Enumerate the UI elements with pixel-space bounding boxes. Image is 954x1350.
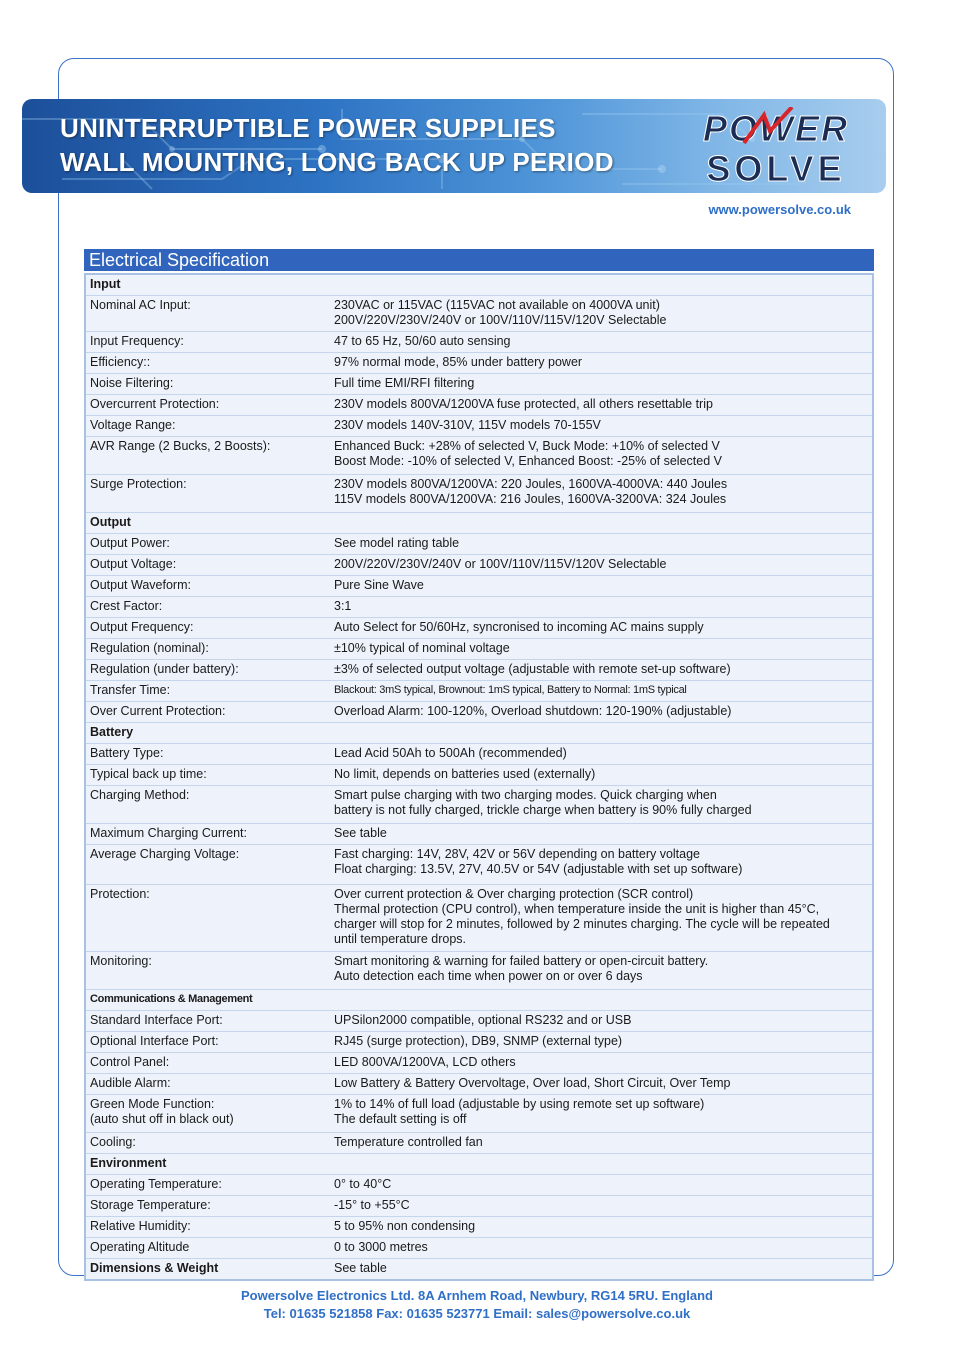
spec-value bbox=[330, 1217, 873, 1238]
value-line: until temperature drops. bbox=[334, 932, 467, 946]
spec-label bbox=[85, 765, 330, 786]
label-line: Typical back up time: bbox=[90, 767, 207, 781]
value-line: 0 to 3000 metres bbox=[334, 1240, 428, 1254]
value-line: 230V models 140V-310V, 115V models 70-155V bbox=[334, 418, 601, 432]
spec-label bbox=[85, 723, 330, 744]
table-row bbox=[85, 576, 873, 597]
value-line: Float charging: 13.5V, 27V, 40.5V or 54V (adjustable with set up software) bbox=[334, 862, 743, 876]
spec-label bbox=[85, 1217, 330, 1238]
spec-label bbox=[85, 296, 330, 332]
value-line: Smart monitoring & warning for failed battery or open-circuit battery. bbox=[334, 954, 709, 968]
value-line: battery is not fully charged, trickle charge when battery is 90% fully charged bbox=[334, 803, 752, 817]
spec-value bbox=[330, 597, 873, 618]
label-line: Environment bbox=[90, 1156, 167, 1170]
value-line: charger will stop for 2 minutes, followed by 2 minutes charging. The cycle will be repeated bbox=[334, 917, 830, 931]
table-row bbox=[85, 475, 873, 513]
table-row bbox=[85, 1175, 873, 1196]
value-line: 0° to 40°C bbox=[334, 1177, 392, 1191]
label-line: Battery Type: bbox=[90, 746, 164, 760]
spec-value bbox=[330, 1032, 873, 1053]
value-line: Low Battery & Battery Overvoltage, Over load, Short Circuit, Over Temp bbox=[334, 1076, 731, 1090]
spec-value bbox=[330, 723, 873, 744]
label-line: Over Current Protection: bbox=[90, 704, 226, 718]
label-line: Output Power: bbox=[90, 536, 170, 550]
spec-value bbox=[330, 555, 873, 576]
table-row bbox=[85, 416, 873, 437]
label-line: Protection: bbox=[90, 887, 150, 901]
table-row bbox=[85, 765, 873, 786]
section-header-row bbox=[85, 274, 873, 296]
spec-value bbox=[330, 416, 873, 437]
label-line: Crest Factor: bbox=[90, 599, 163, 613]
header-banner bbox=[22, 99, 886, 193]
table-row bbox=[85, 555, 873, 576]
table-row bbox=[85, 639, 873, 660]
spec-label bbox=[85, 845, 330, 885]
spec-label bbox=[85, 416, 330, 437]
value-line: -15° to +55°C bbox=[334, 1198, 410, 1212]
table-row bbox=[85, 1011, 873, 1032]
table-row bbox=[85, 702, 873, 723]
spec-label bbox=[85, 395, 330, 416]
table-row bbox=[85, 1238, 873, 1259]
spec-value bbox=[330, 296, 873, 332]
value-line: Blackout: 3mS typical, Brownout: 1mS typical, Battery to Normal: 1mS typical bbox=[334, 684, 687, 696]
value-line: Overload Alarm: 100-120%, Overload shutdown: 120-190% (adjustable) bbox=[334, 704, 732, 718]
table-row bbox=[85, 744, 873, 765]
footer-address: Powersolve Electronics Ltd. 8A Arnhem Road, Newbury, RG14 5RU. England bbox=[241, 1288, 713, 1303]
spec-label bbox=[85, 1196, 330, 1217]
spec-label bbox=[85, 618, 330, 639]
label-line: Maximum Charging Current: bbox=[90, 826, 247, 840]
table-row bbox=[85, 353, 873, 374]
spec-value bbox=[330, 744, 873, 765]
table-row bbox=[85, 374, 873, 395]
spec-value bbox=[330, 1196, 873, 1217]
label-line: Regulation (under battery): bbox=[90, 662, 239, 676]
spec-value bbox=[330, 1154, 873, 1175]
spec-label bbox=[85, 1175, 330, 1196]
label-line: Efficiency:: bbox=[90, 355, 151, 369]
value-line: 230V models 800VA/1200VA fuse protected, all others resettable trip bbox=[334, 397, 713, 411]
value-line: 5 to 95% non condensing bbox=[334, 1219, 476, 1233]
label-line: Operating Altitude bbox=[90, 1240, 190, 1254]
spec-label bbox=[85, 437, 330, 475]
spec-value bbox=[330, 702, 873, 723]
value-line: See table bbox=[334, 1261, 387, 1275]
spec-label bbox=[85, 374, 330, 395]
label-line: Audible Alarm: bbox=[90, 1076, 171, 1090]
value-line: Enhanced Buck: +28% of selected V, Buck Mode: +10% of selected V bbox=[334, 439, 720, 453]
label-line: Overcurrent Protection: bbox=[90, 397, 220, 411]
spec-value bbox=[330, 1259, 873, 1281]
spec-value bbox=[330, 885, 873, 952]
label-line: Input Frequency: bbox=[90, 334, 184, 348]
label-line: Output Frequency: bbox=[90, 620, 194, 634]
label-line: Input bbox=[90, 277, 121, 291]
table-row bbox=[85, 824, 873, 845]
spec-value bbox=[330, 353, 873, 374]
label-line: Cooling: bbox=[90, 1135, 136, 1149]
title-line-2: WALL MOUNTING, LONG BACK UP PERIOD bbox=[60, 147, 614, 177]
spec-label bbox=[85, 1095, 330, 1133]
spec-value bbox=[330, 1095, 873, 1133]
banner-title bbox=[60, 111, 614, 179]
spec-table bbox=[84, 273, 874, 1281]
value-line: Boost Mode: -10% of selected V, Enhanced Boost: -25% of selected V bbox=[334, 454, 722, 468]
value-line: Thermal protection (CPU control), when temperature inside the unit is higher than 45°C, bbox=[334, 902, 820, 916]
label-line: Relative Humidity: bbox=[90, 1219, 191, 1233]
spec-label bbox=[85, 1053, 330, 1074]
spec-value bbox=[330, 332, 873, 353]
spec-label bbox=[85, 1154, 330, 1175]
label-line: Green Mode Function: bbox=[90, 1097, 215, 1111]
value-line: See table bbox=[334, 826, 387, 840]
label-line: Standard Interface Port: bbox=[90, 1013, 223, 1027]
value-line: 1% to 14% of full load (adjustable by using remote set up software) bbox=[334, 1097, 705, 1111]
value-line: 200V/220V/230V/240V or 100V/110V/115V/120V Selectable bbox=[334, 313, 667, 327]
spec-label bbox=[85, 990, 330, 1011]
value-line: 200V/220V/230V/240V or 100V/110V/115V/120V Selectable bbox=[334, 557, 667, 571]
section-title: Electrical Specification bbox=[84, 249, 874, 271]
label-line: Communications & Management bbox=[90, 993, 253, 1005]
logo-solve-text: SOLVE bbox=[706, 148, 846, 185]
spec-label bbox=[85, 702, 330, 723]
spec-label bbox=[85, 681, 330, 702]
spec-value bbox=[330, 374, 873, 395]
table-row bbox=[85, 296, 873, 332]
label-line: Charging Method: bbox=[90, 788, 190, 802]
label-line: Surge Protection: bbox=[90, 477, 187, 491]
spec-label bbox=[85, 274, 330, 296]
label-line: Transfer Time: bbox=[90, 683, 171, 697]
spec-label bbox=[85, 555, 330, 576]
section-header-row bbox=[85, 990, 873, 1011]
value-line: 230V models 800VA/1200VA: 220 Joules, 1600VA-4000VA: 440 Joules bbox=[334, 477, 728, 491]
label-line: AVR Range (2 Bucks, 2 Boosts): bbox=[90, 439, 271, 453]
spec-label bbox=[85, 513, 330, 534]
spec-label bbox=[85, 534, 330, 555]
section-header-row bbox=[85, 1259, 873, 1281]
title-line-1: UNINTERRUPTIBLE POWER SUPPLIES bbox=[60, 113, 556, 143]
table-row bbox=[85, 660, 873, 681]
spec-value bbox=[330, 824, 873, 845]
table-row bbox=[85, 1133, 873, 1154]
spec-label bbox=[85, 353, 330, 374]
spec-value bbox=[330, 1053, 873, 1074]
label-line: Monitoring: bbox=[90, 954, 152, 968]
label-line: Optional Interface Port: bbox=[90, 1034, 219, 1048]
table-row bbox=[85, 1032, 873, 1053]
value-line: Fast charging: 14V, 28V, 42V or 56V depending on battery voltage bbox=[334, 847, 701, 861]
value-line: 97% normal mode, 85% under battery power bbox=[334, 355, 583, 369]
spec-value bbox=[330, 534, 873, 555]
value-line: UPSilon2000 compatible, optional RS232 and or USB bbox=[334, 1013, 632, 1027]
label-line: Storage Temperature: bbox=[90, 1198, 211, 1212]
value-line: RJ45 (surge protection), DB9, SNMP (external type) bbox=[334, 1034, 623, 1048]
spec-value bbox=[330, 475, 873, 513]
label-line: Dimensions & Weight bbox=[90, 1261, 219, 1275]
spec-label bbox=[85, 1133, 330, 1154]
table-row bbox=[85, 952, 873, 990]
spec-value bbox=[330, 274, 873, 296]
spec-value bbox=[330, 576, 873, 597]
table-row bbox=[85, 618, 873, 639]
table-row bbox=[85, 885, 873, 952]
value-line: Auto Select for 50/60Hz, syncronised to incoming AC mains supply bbox=[334, 620, 704, 634]
label-line: Output Waveform: bbox=[90, 578, 191, 592]
spec-label bbox=[85, 952, 330, 990]
footer-contact: Tel: 01635 521858 Fax: 01635 523771 Email: sales@powersolve.co.uk bbox=[263, 1306, 691, 1321]
value-line: Full time EMI/RFI filtering bbox=[334, 376, 475, 390]
value-line: Over current protection & Over charging protection (SCR control) bbox=[334, 887, 694, 901]
spec-value bbox=[330, 618, 873, 639]
table-row bbox=[85, 845, 873, 885]
spec-value bbox=[330, 765, 873, 786]
logo-power-text: POWER bbox=[702, 108, 850, 149]
spec-label bbox=[85, 824, 330, 845]
spec-label bbox=[85, 1238, 330, 1259]
table-row bbox=[85, 681, 873, 702]
table-row bbox=[85, 534, 873, 555]
spec-label bbox=[85, 1259, 330, 1281]
spec-label bbox=[85, 885, 330, 952]
label-line: Average Charging Voltage: bbox=[90, 847, 240, 861]
spec-label bbox=[85, 639, 330, 660]
spec-label bbox=[85, 576, 330, 597]
spec-label bbox=[85, 786, 330, 824]
value-line: Pure Sine Wave bbox=[334, 578, 424, 592]
spec-label bbox=[85, 597, 330, 618]
spec-value bbox=[330, 1074, 873, 1095]
value-line: 230VAC or 115VAC (115VAC not available on 4000VA unit) bbox=[334, 298, 660, 312]
value-line: Auto detection each time when power on or over 6 days bbox=[334, 969, 643, 983]
spec-value bbox=[330, 1011, 873, 1032]
value-line: Smart pulse charging with two charging modes. Quick charging when bbox=[334, 788, 717, 802]
table-row bbox=[85, 437, 873, 475]
spec-value bbox=[330, 1175, 873, 1196]
value-line: The default setting is off bbox=[334, 1112, 467, 1126]
value-line: ±10% typical of nominal voltage bbox=[334, 641, 510, 655]
website-link[interactable]: www.powersolve.co.uk bbox=[708, 202, 851, 217]
label-line: (auto shut off in black out) bbox=[90, 1112, 234, 1126]
label-line: Regulation (nominal): bbox=[90, 641, 209, 655]
spec-value bbox=[330, 1133, 873, 1154]
spec-value bbox=[330, 990, 873, 1011]
spec-value bbox=[330, 639, 873, 660]
spec-label bbox=[85, 744, 330, 765]
value-line: No limit, depends on batteries used (externally) bbox=[334, 767, 596, 781]
spec-value bbox=[330, 681, 873, 702]
spec-table-body bbox=[85, 274, 873, 1280]
spec-value bbox=[330, 786, 873, 824]
table-row bbox=[85, 332, 873, 353]
spec-label bbox=[85, 332, 330, 353]
spec-label bbox=[85, 1032, 330, 1053]
spec-value bbox=[330, 513, 873, 534]
spec-value bbox=[330, 1238, 873, 1259]
section-header-row bbox=[85, 513, 873, 534]
table-row bbox=[85, 1053, 873, 1074]
spec-label bbox=[85, 1011, 330, 1032]
table-row bbox=[85, 1095, 873, 1133]
powersolve-logo bbox=[666, 107, 886, 185]
spec-label bbox=[85, 1074, 330, 1095]
value-line: 47 to 65 Hz, 50/60 auto sensing bbox=[334, 334, 511, 348]
label-line: Battery bbox=[90, 725, 134, 739]
label-line: Output Voltage: bbox=[90, 557, 177, 571]
value-line: 3:1 bbox=[334, 599, 352, 613]
label-line: Nominal AC Input: bbox=[90, 298, 191, 312]
table-row bbox=[85, 395, 873, 416]
value-line: Lead Acid 50Ah to 500Ah (recommended) bbox=[334, 746, 567, 760]
spec-value bbox=[330, 952, 873, 990]
label-line: Output bbox=[90, 515, 131, 529]
spec-value bbox=[330, 660, 873, 681]
value-line: See model rating table bbox=[334, 536, 460, 550]
spec-label bbox=[85, 660, 330, 681]
table-row bbox=[85, 786, 873, 824]
value-line: ±3% of selected output voltage (adjustable with remote set-up software) bbox=[334, 662, 731, 676]
value-line: 115V models 800VA/1200VA: 216 Joules, 1600VA-3200VA: 324 Joules bbox=[334, 492, 727, 506]
label-line: Voltage Range: bbox=[90, 418, 176, 432]
table-row bbox=[85, 1196, 873, 1217]
label-line: Control Panel: bbox=[90, 1055, 170, 1069]
spec-label bbox=[85, 475, 330, 513]
section-header-row bbox=[85, 723, 873, 744]
table-row bbox=[85, 1074, 873, 1095]
spec-value bbox=[330, 845, 873, 885]
value-line: Temperature controlled fan bbox=[334, 1135, 483, 1149]
spec-value bbox=[330, 437, 873, 475]
table-row bbox=[85, 1217, 873, 1238]
section-header-row bbox=[85, 1154, 873, 1175]
label-line: Noise Filtering: bbox=[90, 376, 174, 390]
value-line: LED 800VA/1200VA, LCD others bbox=[334, 1055, 516, 1069]
spec-value bbox=[330, 395, 873, 416]
label-line: Operating Temperature: bbox=[90, 1177, 222, 1191]
table-row bbox=[85, 597, 873, 618]
